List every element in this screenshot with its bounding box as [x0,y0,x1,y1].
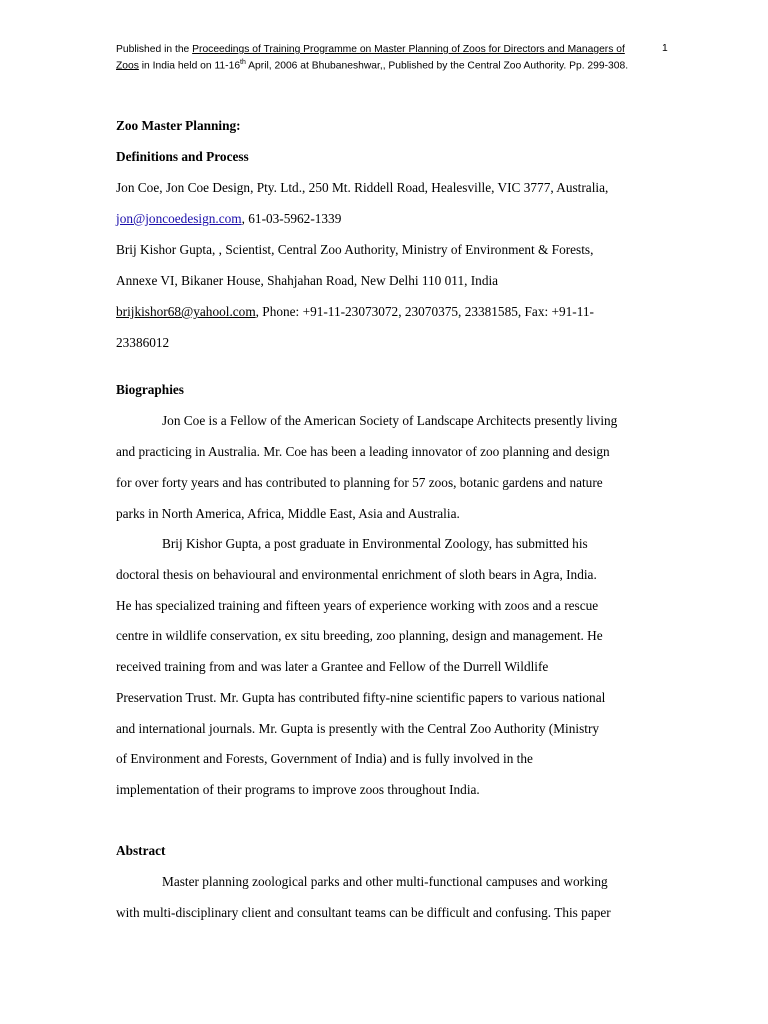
bio-line: and practicing in Australia. Mr. Coe has been a leading innovator of zoo planning and design [116,444,610,459]
bio-line: of Environment and Forests, Government of India) and is fully involved in the [116,751,533,766]
bio-line: received training from and was later a Grantee and Fellow of the Durrell Wildlife [116,659,549,674]
author-coe-address: Jon Coe, Jon Coe Design, Pty. Ltd., 250 Mt. Riddell Road, Healesville, VIC 3777, Australia, [116,180,609,195]
abstract-heading: Abstract [116,843,166,858]
author-coe-contact [116,211,341,227]
gupta-phone: , Phone: +91-11-23073072, 23070375, 23381585, Fax: +91-11- [255,304,594,319]
proceedings-link[interactable]: Proceedings of Training Programme on Master Planning of Zoos for Directors and Managers of Zoos [116,44,625,72]
title-line-2: Definitions and Process [116,149,249,164]
bio-line: Preservation Trust. Mr. Gupta has contributed fifty-nine scientific papers to various national [116,690,606,705]
bio-line: implementation of their programs to improve zoos throughout India. [116,782,480,797]
coe-phone: , 61-03-5962-1339 [241,211,342,226]
gupta-email-link[interactable]: brijkishor68@yahool.com [116,304,256,319]
page-number: 1 [662,43,668,54]
bio-line: centre in wildlife conservation, ex situ breeding, zoo planning, design and management. He [116,628,603,643]
header-superscript: th [240,59,246,66]
header-prefix: Published in the [116,44,193,55]
bio-line: and international journals. Mr. Gupta is presently with the Central Zoo Authority (Ministry [116,721,600,736]
header-publisher-text: April, 2006 at Bhubaneshwar,, Published by the Central Zoo Authority. Pp. 299-308. [245,60,629,72]
author-gupta-fax-end: 23386012 [116,335,170,350]
bio-line: He has specialized training and fifteen years of experience working with zoos and a rescue [116,598,599,613]
publication-header [116,43,636,72]
bio-line: parks in North America, Africa, Middle East, Asia and Australia. [116,506,460,521]
bio-line: for over forty years and has contributed to planning for 57 zoos, botanic gardens and nature [116,475,603,490]
abstract-line: Master planning zoological parks and other multi-functional campuses and working [162,874,608,889]
author-gupta-contact [116,304,594,320]
author-gupta-line-1: Brij Kishor Gupta, , Scientist, Central Zoo Authority, Ministry of Environment & Forests, [116,242,594,257]
bio-line: doctoral thesis on behavioural and environmental enrichment of sloth bears in Agra, India. [116,567,597,582]
biographies-heading: Biographies [116,382,184,397]
header-date-text: in India held on 11-16 [138,60,241,72]
abstract-line: with multi-disciplinary client and consultant teams can be difficult and confusing. This paper [116,905,611,920]
bio-line: Jon Coe is a Fellow of the American Society of Landscape Architects presently living [162,413,618,428]
author-gupta-line-2: Annexe VI, Bikaner House, Shahjahan Road, New Delhi 110 011, India [116,273,499,288]
coe-email-link[interactable]: jon@joncoedesign.com [116,211,242,226]
bio-line: Brij Kishor Gupta, a post graduate in Environmental Zoology, has submitted his [162,536,588,551]
title-line-1: Zoo Master Planning: [116,118,241,133]
